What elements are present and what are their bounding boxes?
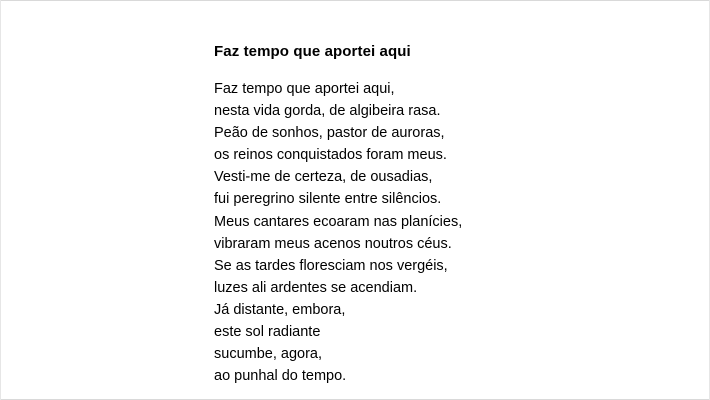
poem-line: nesta vida gorda, de algibeira rasa. <box>214 103 441 120</box>
poem-line: Meus cantares ecoaram nas planícies, <box>214 213 463 230</box>
poem-line: este sol radiante <box>214 324 321 341</box>
poem-line: Já distante, embora, <box>214 301 346 318</box>
poem-line: os reinos conquistados foram meus. <box>214 147 447 164</box>
poem-title: Faz tempo que aportei aqui <box>214 43 411 60</box>
poem-line: fui peregrino silente entre silêncios. <box>214 191 442 208</box>
poem-line: Vesti-me de certeza, de ousadias, <box>214 169 433 186</box>
poem-line: Faz tempo que aportei aqui, <box>214 81 395 97</box>
poem-line: luzes ali ardentes se acendiam. <box>214 279 418 296</box>
poem-line: ao punhal do tempo. <box>214 368 347 385</box>
page-border-left <box>0 0 1 400</box>
poem-line: Se as tardes floresciam nos vergéis, <box>214 257 448 274</box>
poem-body <box>214 78 654 387</box>
poem-line: Peão de sonhos, pastor de auroras, <box>214 125 445 142</box>
poem-block <box>214 42 654 387</box>
poem-line: vibraram meus acenos noutros céus. <box>214 235 452 252</box>
poem-line: sucumbe, agora, <box>214 346 323 363</box>
page-border-top <box>0 0 710 1</box>
